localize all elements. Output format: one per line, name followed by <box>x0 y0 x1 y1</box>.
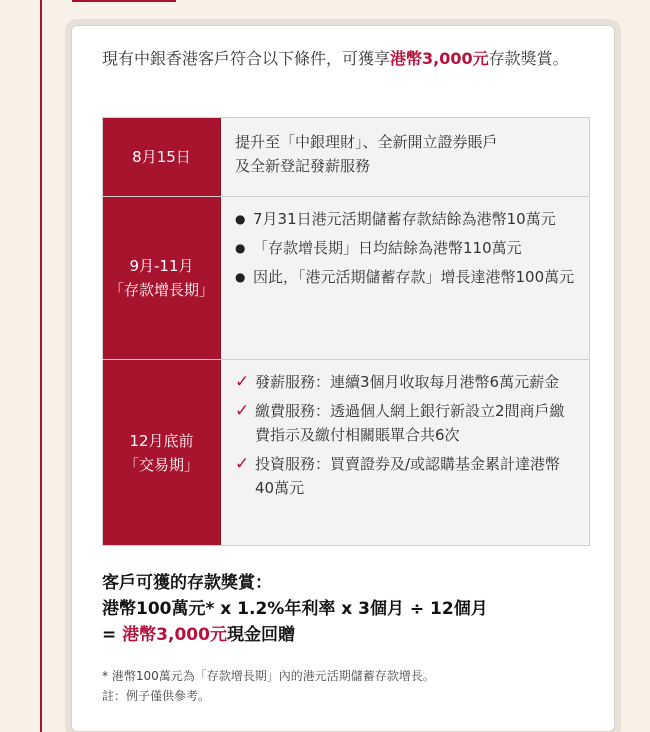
row-label: 9月-11月 「存款增長期」 <box>103 197 221 359</box>
checkmark-icon: ✓ <box>235 401 250 421</box>
conditions-table <box>102 117 590 546</box>
checkmark-icon: ✓ <box>235 454 250 474</box>
table-row <box>103 118 589 196</box>
table-row <box>103 196 589 359</box>
footnote: * 港幣100萬元為「存款增長期」內的港元活期儲蓄存款增長。 <box>102 669 435 683</box>
list-item: ● 因此，「港元活期儲蓄存款」增長達港幣100萬元 <box>235 265 577 289</box>
summary-result: = 港幣3,000元現金回贈 <box>102 625 295 645</box>
summary-heading: 客戶可獲的存款獎賞： <box>102 573 272 593</box>
list-item: ✓ 繳費服務：透過個人網上銀行新設立2間商戶繳費指示及繳付相關賬單合共6次 <box>235 399 577 447</box>
row-content <box>221 197 589 359</box>
reward-amount: 港幣3,000元 <box>390 49 489 68</box>
row-content: 提升至「中銀理財」、全新開立證券賬戶 及全新登記發薪服務 <box>221 118 589 196</box>
reward-card <box>71 25 615 732</box>
intro-text: 現有中銀香港客戶符合以下條件，可獲享港幣3,000元存款獎賞。 <box>102 49 569 68</box>
checkmark-icon: ✓ <box>235 372 250 392</box>
row-content <box>221 360 589 545</box>
bullet-icon: ● <box>235 270 246 284</box>
footnote: 註：例子僅供參考。 <box>102 689 211 703</box>
footnotes <box>102 666 592 706</box>
list-item: ✓ 發薪服務：連續3個月收取每月港幣6萬元薪金 <box>235 372 560 392</box>
bullet-icon: ● <box>235 212 246 226</box>
row-label: 12月底前 「交易期」 <box>103 360 221 545</box>
list-item: ● 7月31日港元活期儲蓄存款結餘為港幣10萬元 <box>235 207 577 231</box>
list-item: ● 「存款增長期」日均結餘為港幣110萬元 <box>235 236 577 260</box>
summary-formula: 港幣100萬元* x 1.2%年利率 x 3個月 ÷ 12個月 <box>102 599 488 619</box>
reward-summary <box>102 570 592 648</box>
list-item: ✓ 投資服務：買賣證券及/或認購基金累計達港幣40萬元 <box>235 452 577 500</box>
top-divider <box>72 0 176 2</box>
bullet-icon: ● <box>235 241 246 255</box>
row-label: 8月15日 <box>103 118 221 196</box>
table-row <box>103 359 589 545</box>
